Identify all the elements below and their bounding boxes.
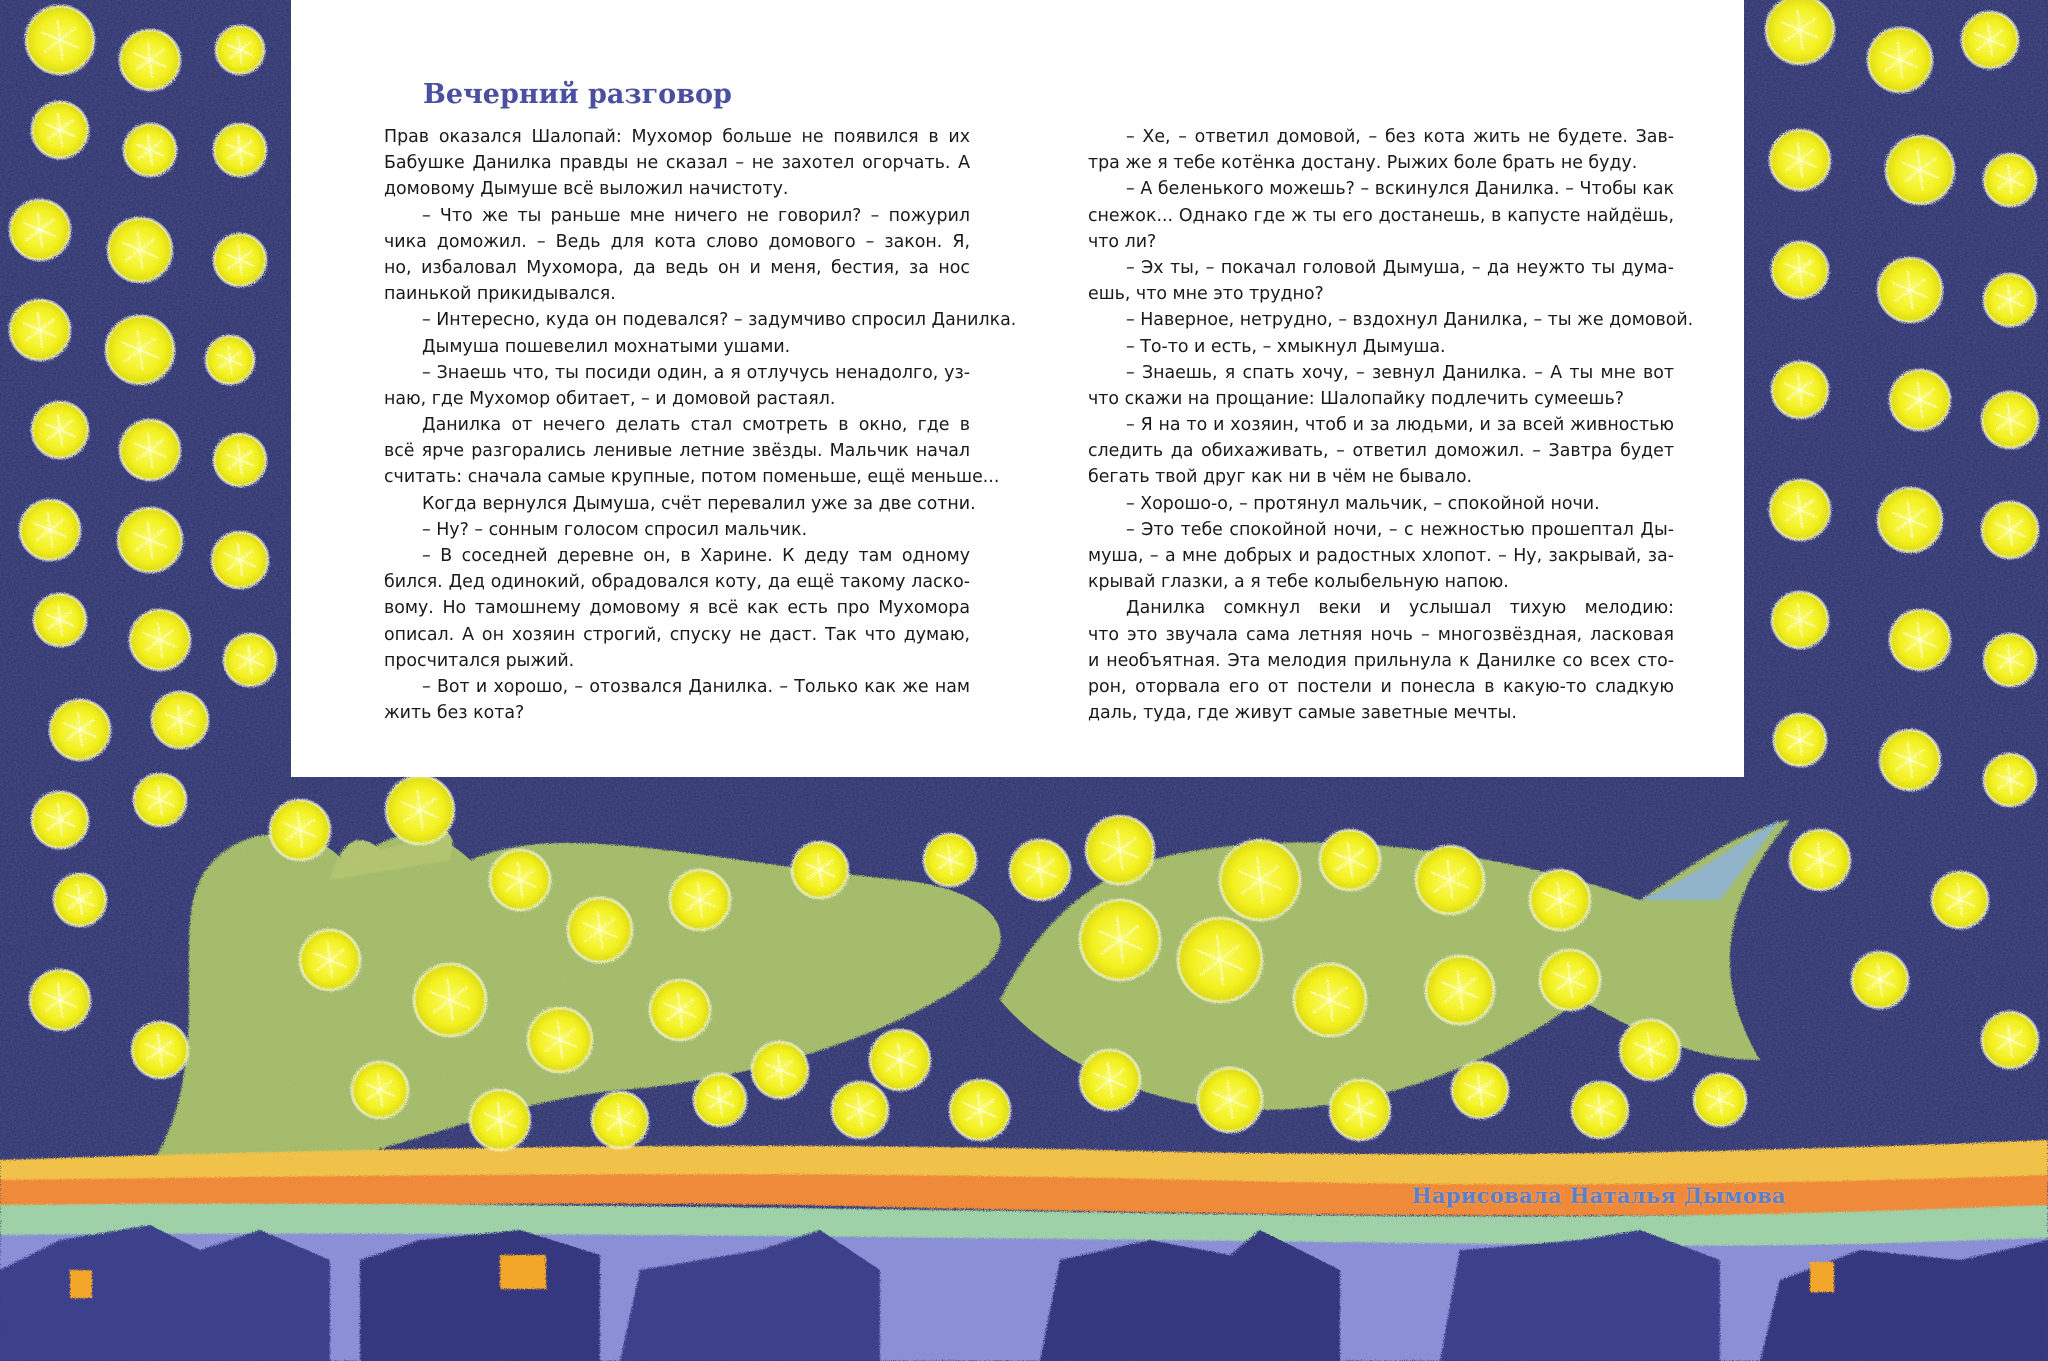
house-window-3 — [1810, 1262, 1834, 1292]
text-line: наю, где Мухомор обитает, – и домовой растаял. — [384, 388, 836, 409]
text-line: что ли? — [1088, 231, 1157, 252]
text-column-right — [1088, 124, 1694, 726]
text-line: вому. Но тамошнему домовому я всё как есть про Мухомора — [384, 598, 970, 619]
text-line: что скажи на прощание: Шалопайку подлечить сумеешь? — [1088, 388, 1624, 409]
text-line: – Знаешь что, ты посиди один, а я отлучусь ненадолго, уз- — [422, 362, 970, 383]
text-line: – Хе, – ответил домовой, – без кота жить не будете. Зав- — [1126, 127, 1674, 147]
house-window-2 — [500, 1255, 546, 1289]
text-line: считать: сначала самые крупные, потом поменьше, ещё меньше... — [384, 467, 1000, 488]
page-title: Вечерний разговор — [423, 79, 732, 110]
text-line: бегать твой друг как ни в чём не бывало. — [1088, 467, 1473, 488]
text-line: – Хорошо-о, – протянул мальчик, – спокойной ночи. — [1126, 493, 1600, 514]
text-line: жить без кота? — [384, 703, 525, 724]
text-line: – Ну? – сонным голосом спросил мальчик. — [422, 519, 808, 540]
text-line: – Что же ты раньше мне ничего не говорил? – пожурил — [422, 205, 970, 226]
text-line: – Эх ты, – покачал головой Дымуша, – да неужто ты дума- — [1126, 257, 1674, 278]
text-column-left — [384, 124, 1017, 726]
text-line: ешь, что мне это трудно? — [1088, 284, 1324, 305]
text-line: – А беленького можешь? – вскинулся Данилка. – Чтобы как — [1126, 179, 1674, 200]
text-line: Дымуша пошевелил мохнатыми ушами. — [422, 336, 791, 357]
text-line: описал. А он хозяин строгий, спуску не даст. Так что думаю, — [384, 624, 970, 645]
text-line: – То-то и есть, – хмыкнул Дымуша. — [1126, 336, 1446, 357]
text-line: крывай глазки, а я тебе колыбельную напою. — [1088, 572, 1509, 593]
text-line: бился. Дед одинокий, обрадовался коту, да ещё такому ласко- — [384, 572, 970, 593]
text-line: чика доможил. – Ведь для кота слово домового – закон. Я, — [384, 231, 970, 252]
text-line: – Знаешь, я спать хочу, – зевнул Данилка. – А ты мне вот — [1126, 362, 1674, 383]
text-line: – Вот и хорошо, – отозвался Данилка. – Только как же нам — [422, 676, 970, 697]
text-line: и необъятная. Эта мелодия прильнула к Данилке со всех сто- — [1088, 650, 1674, 671]
illustration-credit: Нарисовала Наталья Дымова — [1412, 1183, 1787, 1208]
text-line: – Это тебе спокойной ночи, – с нежностью прошептал Ды- — [1126, 519, 1674, 540]
text-line: Когда вернулся Дымуша, счёт перевалил уже за две сотни. — [422, 493, 976, 514]
text-line: Прав оказался Шалопай: Мухомор больше не появился в их — [384, 127, 970, 147]
text-line: – Интересно, куда он подевался? – задумчиво спросил Данилка. — [422, 310, 1017, 331]
text-line: – В соседней деревне он, в Харине. К деду там одному — [422, 546, 970, 566]
text-line: паинькой прикидывался. — [384, 284, 616, 305]
text-line: рон, оторвала его от постели и понесла в какую-то сладкую — [1088, 676, 1674, 697]
text-line: домовому Дымуше всё выложил начистоту. — [384, 179, 789, 200]
text-line: – Я на то и хозяин, чтоб и за людьми, и за всей живностью — [1126, 415, 1674, 436]
text-line: тра же я тебе котёнка достану. Рыжих боле брать не буду. — [1088, 153, 1638, 174]
text-line: даль, туда, где живут самые заветные мечты. — [1088, 703, 1517, 724]
text-line: всё ярче разгорались ленивые летние звёзды. Мальчик начал — [384, 441, 970, 462]
text-line: Данилка от нечего делать стал смотреть в окно, где в — [422, 415, 970, 436]
text-line: муша, – а мне добрых и радостных хлопот. – Ну, закрывай, за- — [1088, 546, 1674, 566]
text-line: Данилка сомкнул веки и услышал тихую мелодию: — [1126, 598, 1674, 619]
text-line: Бабушке Данилка правды не сказал – не захотел огорчать. А — [384, 153, 970, 174]
text-line: просчитался рыжий. — [384, 650, 575, 671]
text-line: снежок... Однако где ж ты его достанешь, в капусте найдёшь, — [1088, 205, 1674, 226]
text-line: но, избаловал Мухомора, да ведь он и меня, бестия, за нос — [384, 257, 970, 278]
house-window-1 — [70, 1270, 92, 1298]
text-line: – Наверное, нетрудно, – вздохнул Данилка, – ты же домовой. — [1126, 310, 1694, 331]
text-line: следить да обихаживать, – ответил доможил. – Завтра будет — [1088, 441, 1674, 462]
text-line: что это звучала сама летняя ночь – многозвёздная, ласковая — [1088, 624, 1674, 645]
